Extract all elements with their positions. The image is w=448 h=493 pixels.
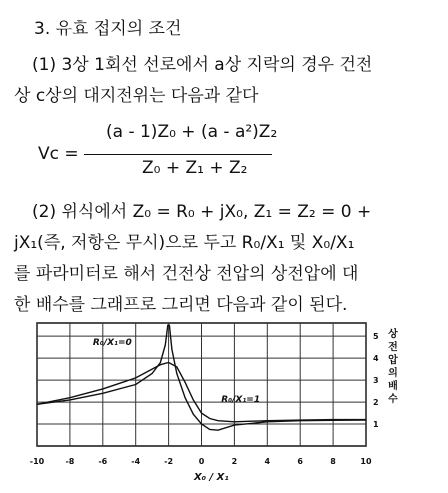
y-tick-label: 4 — [373, 354, 379, 364]
y-tick-label: 3 — [373, 376, 379, 386]
series-label-r0-one: R₀/X₁=1 — [221, 395, 261, 406]
x-tick-label: 2 — [231, 457, 238, 466]
formula-numerator: (a - 1)Z₀ + (a - a²)Z₂ — [106, 122, 278, 142]
para2-line3: 를 파라미터로 해서 건전상 전압의 상전압에 대 — [14, 264, 359, 284]
y-tick-label: 5 — [373, 332, 379, 342]
y-axis-label-char: 압 — [388, 355, 398, 366]
x-tick-label: 0 — [198, 457, 205, 466]
x-tick-label: -8 — [65, 457, 75, 466]
y-axis-label-char: 의 — [388, 368, 398, 379]
fraction-bar — [84, 154, 272, 155]
x-tick-label: 10 — [360, 457, 372, 466]
x-tick-label: -6 — [98, 457, 108, 466]
y-axis-label-char: 수 — [388, 394, 398, 405]
x-tick-label: 6 — [297, 457, 303, 466]
para1-line2: 상 c상의 대지전위는 다음과 같다 — [14, 86, 259, 106]
y-axis-label-char: 전 — [388, 342, 398, 353]
para2-line1: (2) 위식에서 Z₀ = R₀ + jX₀, Z₁ = Z₂ = 0 + — [32, 202, 372, 222]
y-tick-label: 1 — [373, 420, 379, 430]
para2-line2: jX₁(즉, 저항은 무시)으로 두고 R₀/X₁ 및 X₀/X₁ — [14, 233, 355, 253]
formula-denominator: Z₀ + Z₁ + Z₂ — [142, 158, 248, 178]
series-label-r0-zero: R₀/X₁=0 — [92, 337, 132, 348]
series-line — [37, 363, 366, 422]
para2-line4: 한 배수를 그래프로 그리면 다음과 같이 된다. — [14, 295, 348, 315]
x-tick-label: -2 — [164, 457, 174, 466]
y-tick-label: 2 — [373, 398, 379, 408]
x-tick-label: -10 — [29, 457, 45, 466]
series-line — [37, 325, 366, 430]
x-axis-label: X₀ / X₁ — [193, 472, 229, 483]
x-tick-label: 8 — [330, 457, 336, 466]
plot-frame — [37, 323, 366, 446]
para1-line1: (1) 3상 1회선 선로에서 a상 지락의 경우 건전 — [32, 55, 373, 75]
x-tick-label: -4 — [131, 457, 141, 466]
y-axis-label-char: 배 — [388, 381, 398, 392]
section-heading: 3. 유효 접지의 조건 — [34, 19, 182, 39]
y-axis-label-char: 상 — [388, 329, 398, 340]
x-tick-label: 4 — [264, 457, 271, 466]
formula-lhs: Vc = — [38, 144, 79, 164]
